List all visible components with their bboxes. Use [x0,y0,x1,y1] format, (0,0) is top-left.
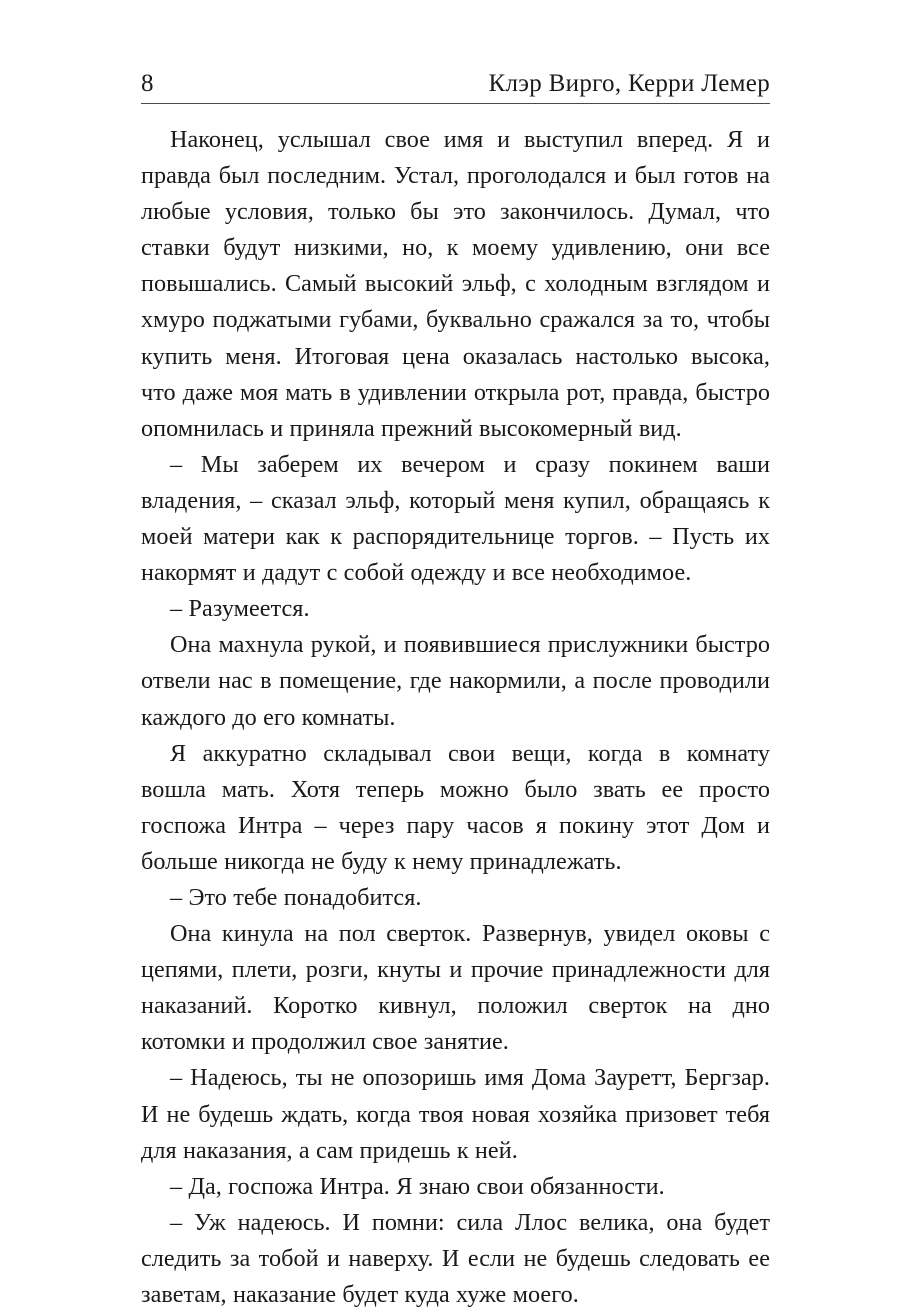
page-number: 8 [141,70,154,97]
running-head-title: Клэр Вирго, Керри Лемер [488,70,770,97]
body-text-block [141,122,770,1313]
body-paragraph: Она кинула на пол сверток. Развернув, увидел оковы с цепями, плети, розги, кнуты и прочие принадлежности для наказаний. Коротко кивнул, положил сверток на дно котомки и продолжил свое занятие. [141,920,770,1056]
body-paragraph: Она махнула рукой, и появившиеся прислужники быстро отвели нас в помещение, где накормили, а после проводили каждого до его комнаты. [141,631,770,731]
body-paragraph: – Разумеется. [170,595,310,623]
body-paragraph: – Уж надеюсь. И помни: сила Ллос велика, она будет следить за тобой и наверху. И если не будешь следовать ее заветам, наказание будет куда хуже моего. [141,1208,770,1308]
body-paragraph: Я аккуратно складывал свои вещи, когда в комнату вошла мать. Хотя теперь можно было звать ее просто госпожа Интра – через пару часов я покину этот Дом и больше никогда не буду к нему принадлежать. [141,739,770,875]
body-paragraph: – Мы заберем их вечером и сразу покинем ваши владения, – сказал эльф, который меня купил, обращаясь к моей матери как к распорядительнице торгов. – Пусть их накормят и дадут с собой одежду и все необходимое. [141,450,770,587]
running-head [141,58,770,96]
header-divider-rule [141,103,770,104]
body-paragraph: Наконец, услышал свое имя и выступил вперед. Я и правда был последним. Устал, проголодался и был готов на любые условия, только бы это закончилось. Думал, что ставки будут низкими, но, к моему удивлению, они все повышались. Самый высокий эльф, с холодным взглядом и хмуро поджатыми губами, буквально сражался за то, чтобы купить меня. Итоговая цена оказалась настолько высока, что даже моя мать в удивлении открыла рот, правда, быстро опомнилась и приняла прежний высокомерный вид. [141,126,770,442]
body-paragraph: – Надеюсь, ты не опозоришь имя Дома Зауретт, Бергзар. И не будешь ждать, когда твоя новая хозяйка призовет тебя для наказания, а сам придешь к ней. [141,1064,770,1164]
body-paragraph: – Да, госпожа Интра. Я знаю свои обязанности. [170,1172,665,1200]
body-paragraph: – Это тебе понадобится. [170,883,422,911]
